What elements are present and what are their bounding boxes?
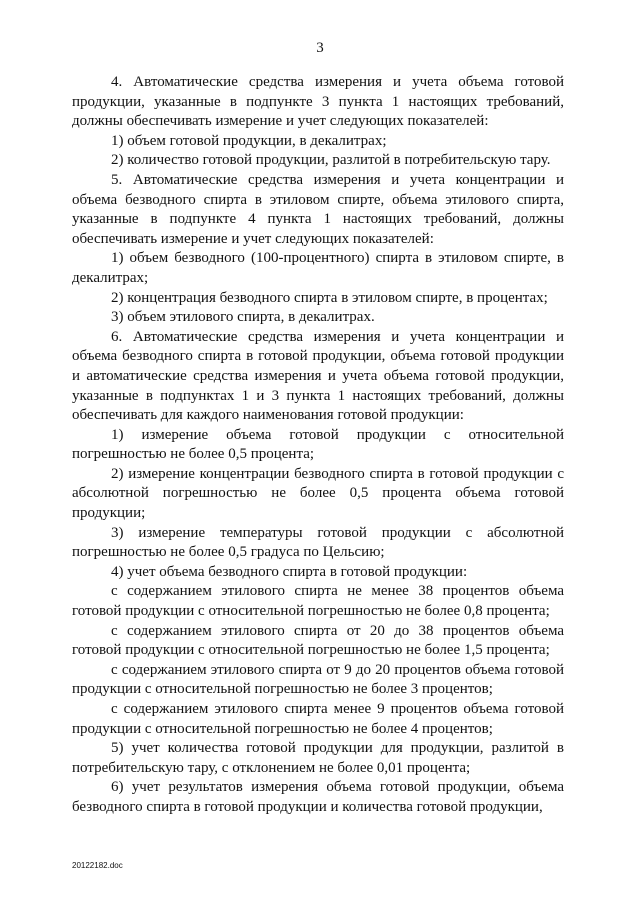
list-item: 3) измерение температуры готовой продукции с абсолютной погрешностью не более 0,5 градуса по Цельсию;: [72, 524, 564, 561]
list-item: 1) измерение объема готовой продукции с относительной погрешностью не более 0,5 процента;: [72, 426, 564, 463]
sub-item: с содержанием этилового спирта менее 9 процентов объема готовой продукции с относительной погрешностью не более 4 процентов;: [72, 701, 564, 737]
document-body: [72, 73, 564, 818]
list-item: 1) объем безводного (100-процентного) спирта в этиловом спирте, в декалитрах;: [72, 250, 564, 286]
paragraph-6: 6. Автоматические средства измерения и учета концентрации и объема безводного спирта в готовой продукции, объема готовой продукции и автоматические средства измерения и учета объема готовой продукции, указанные в подпунктах 1 и 3 пункта 1 настоящих требований, должны обеспечивать для каждого наименования готовой продукции:: [72, 328, 564, 424]
paragraph-5: 5. Автоматические средства измерения и учета концентрации и объема безводного спирта в этиловом спирте, объема этилового спирта, указанные в подпункте 4 пункта 1 настоящих требований, должны обеспечивать измерение и учет следующих показателей:: [72, 171, 564, 247]
list-item: 1) объем готовой продукции, в декалитрах;: [111, 132, 387, 149]
sub-item: с содержанием этилового спирта от 20 до 38 процентов объема готовой продукции с относительной погрешностью не более 1,5 процента;: [72, 622, 564, 659]
page-number: 3: [316, 40, 324, 56]
list-item: 2) измерение концентрации безводного спирта в готовой продукции с абсолютной погрешностью не более 0,5 процента объема готовой продукции;: [72, 465, 564, 522]
file-name-footer: 20122182.doc: [72, 861, 123, 870]
sub-item: с содержанием этилового спирта не менее 38 процентов объема готовой продукции с относительной погрешностью не более 0,8 процента;: [72, 583, 564, 620]
list-item: 2) концентрация безводного спирта в этиловом спирте, в процентах;: [111, 289, 548, 306]
paragraph-4: 4. Автоматические средства измерения и учета объема готовой продукции, указанные в подпункте 3 пункта 1 настоящих требований, должны обеспечивать измерение и учет следующих показателей:: [72, 74, 564, 130]
list-item: 4) учет объема безводного спирта в готовой продукции:: [111, 563, 468, 580]
list-item: 2) количество готовой продукции, разлитой в потребительскую тару.: [111, 152, 551, 169]
list-item: 5) учет количества готовой продукции для продукции, разлитой в потребительскую тару, с отклонением не более 0,01 процента;: [72, 740, 564, 776]
list-item: 3) объем этилового спирта, в декалитрах.: [111, 309, 375, 326]
list-item: 6) учет результатов измерения объема готовой продукции, объема безводного спирта в готовой продукции и количества готовой продукции,: [72, 779, 564, 815]
sub-item: с содержанием этилового спирта от 9 до 20 процентов объема готовой продукции с относительной погрешностью не более 3 процентов;: [72, 661, 564, 698]
